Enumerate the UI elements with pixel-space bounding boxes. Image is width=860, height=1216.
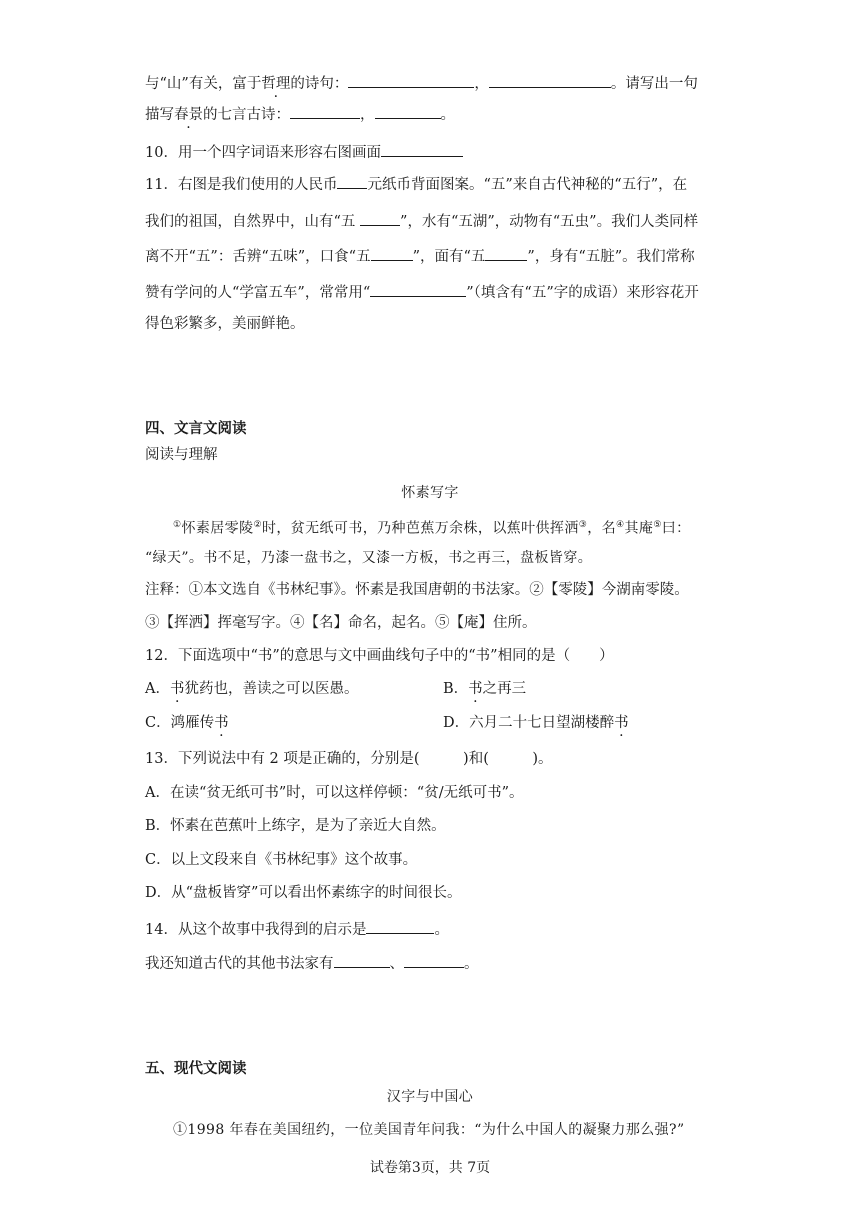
- answer-blank[interactable]: [334, 952, 390, 968]
- q9-line-1: 与“山”有关，富于哲理的诗句： ， 。请写出一句: [145, 72, 698, 94]
- dotted-text: 书: [614, 715, 629, 731]
- section-heading: 五、现代文阅读: [145, 1060, 247, 1077]
- q12-option-d[interactable]: D．六月二十七日望湖楼醉书: [443, 715, 629, 731]
- answer-blank[interactable]: [489, 72, 611, 88]
- q14-line-2: 我还知道古代的其他书法家有 、 。: [145, 952, 479, 974]
- q13-option-b[interactable]: B．怀素在芭蕉叶上练字，是为了亲近大自然。: [145, 818, 446, 834]
- dotted-text: 书: [468, 681, 483, 697]
- answer-blank[interactable]: [366, 918, 434, 934]
- answer-blank[interactable]: [348, 72, 474, 88]
- q13-option-d[interactable]: D．从“盘板皆穿”可以看出怀素练字的时间很长。: [145, 885, 462, 901]
- q13-option-c[interactable]: C．以上文段来自《书林纪事》这个故事。: [145, 852, 418, 868]
- q10-line: 10．用一个四字词语来形容右图画面: [145, 141, 463, 163]
- answer-blank[interactable]: [370, 281, 466, 297]
- section-heading: 四、文言文阅读: [145, 420, 247, 437]
- answer-blank[interactable]: [337, 173, 367, 189]
- answer-blank[interactable]: [381, 141, 463, 157]
- q11-line-2: 我们的祖国，自然界中，山有“五 ”，水有“五湖”，动物有“五虫”。我们人类同样: [145, 210, 698, 232]
- passage-title: 怀素写字: [401, 485, 459, 501]
- section-subheading: 阅读与理解: [145, 447, 218, 463]
- q12-option-b[interactable]: B．书之再三: [443, 681, 527, 697]
- q11-line-1: 11．右图是我们使用的人民币 元纸币背面图案。“五”来自古代神秘的“五行”，在: [145, 173, 687, 195]
- q12-stem: 12．下面选项中“书”的意思与文中画曲线句子中的“书”相同的是（ ）: [145, 648, 614, 664]
- passage-title: 汉字与中国心: [386, 1089, 474, 1105]
- q11-line-5: 得色彩繁多，美丽鲜艳。: [145, 316, 305, 332]
- answer-blank[interactable]: [290, 103, 360, 119]
- q14-line-1: 14．从这个故事中我得到的启示是 。: [145, 918, 449, 940]
- q11-line-4: 赞有学问的人“学富五车”，常常用“ ”（填含有“五”字的成语）来形容花开: [145, 281, 699, 303]
- q11-line-3: 离不开“五”：舌辨“五味”，口食“五 ”，面有“五 ”，身有“五脏”。我们常称: [145, 245, 695, 267]
- q13-stem: 13．下列说法中有 2 项是正确的，分别是( )和( )。: [145, 751, 553, 767]
- q12-option-c[interactable]: C．鸿雁传书: [145, 715, 229, 731]
- answer-blank[interactable]: [485, 245, 527, 261]
- passage-line-1: ①怀素居零陵②时，贫无纸可书，乃种芭蕉万余株，以蕉叶供挥洒③，名④其庵⑤曰：: [173, 520, 691, 537]
- note-line-2: ③【挥洒】挥毫写字。④【名】命名，起名。⑤【庵】住所。: [145, 615, 537, 631]
- dotted-text: 书: [214, 715, 229, 731]
- answer-blank[interactable]: [404, 952, 464, 968]
- answer-blank[interactable]: [375, 103, 441, 119]
- q9-line-2: 描写春景的七言古诗： ， 。: [145, 103, 455, 125]
- passage-line-2: “绿天”。书不足，乃漆一盘书之，又漆一方板，书之再三，盘板皆穿。: [145, 550, 593, 566]
- dotted-text: 书: [169, 681, 185, 697]
- dotted-text: 春景: [174, 107, 203, 123]
- answer-blank[interactable]: [371, 245, 413, 261]
- note-line-1: 注释：①本文选自《书林纪事》。怀素是我国唐朝的书法家。②【零陵】今湖南零陵。: [145, 582, 689, 598]
- q13-option-a[interactable]: A．在读“贫无纸可书”时，可以这样停顿：“贫/无纸可书”。: [145, 785, 524, 801]
- dotted-text: 哲理: [261, 76, 291, 92]
- passage-line-1: ①1998 年春在美国纽约，一位美国青年问我：“为什么中国人的凝聚力那么强?”: [173, 1122, 685, 1138]
- q12-option-a[interactable]: A．书犹药也，善读之可以医愚。: [145, 681, 359, 697]
- page-footer: 试卷第3页，共 7页: [369, 1160, 491, 1176]
- answer-blank[interactable]: [360, 210, 400, 226]
